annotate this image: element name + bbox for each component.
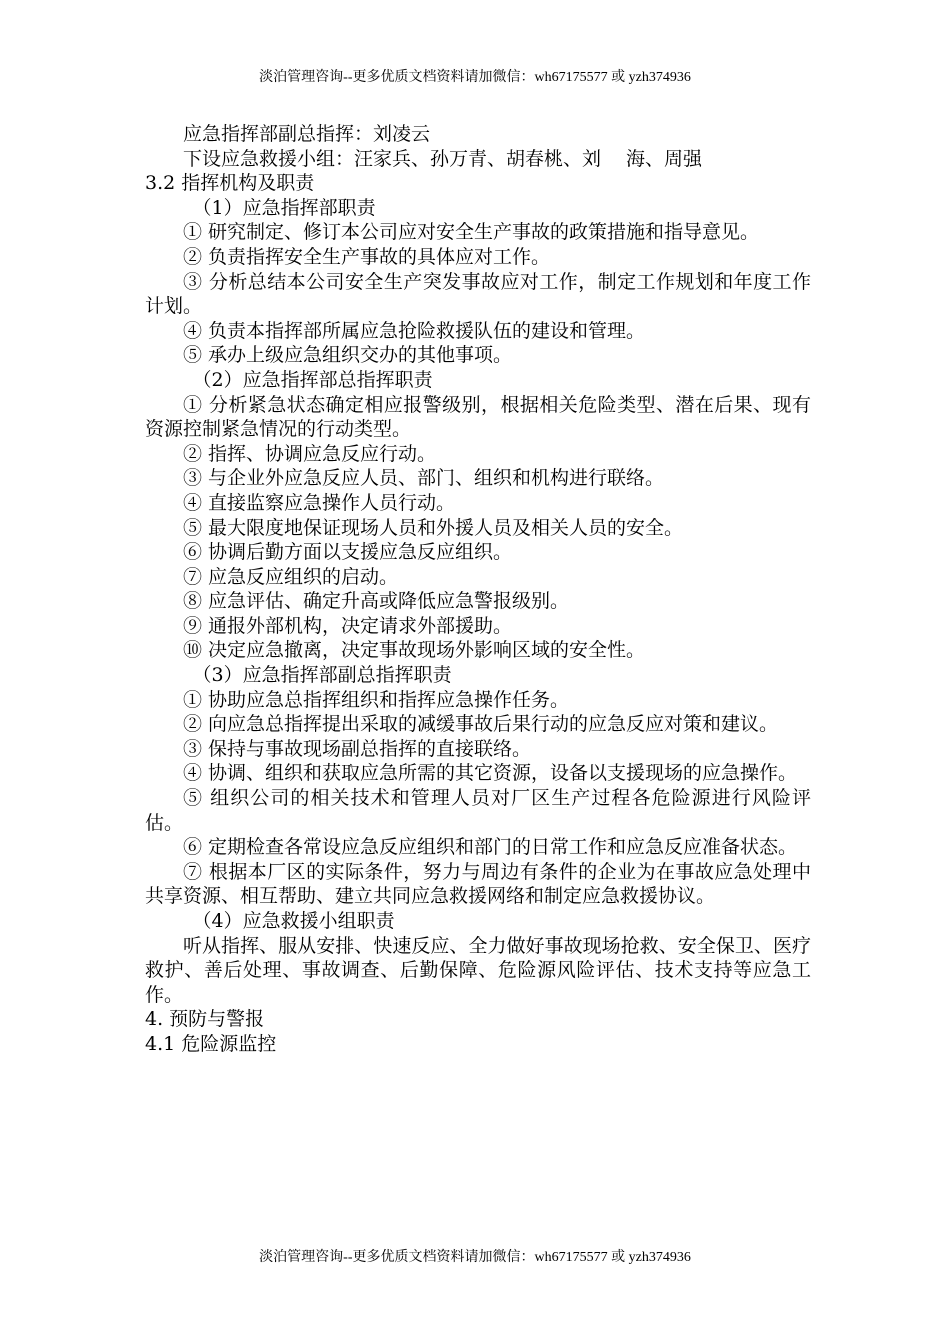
paragraph: （4）应急救援小组职责 <box>192 910 395 932</box>
paragraph: ⑦ 根据本厂区的实际条件，努力与周边有条件的企业为在事故应急处理中共享资源、相互帮助、建立共同应急救援网络和制定应急救援协议。 <box>145 860 811 908</box>
paragraph: ② 指挥、协调应急反应行动。 <box>183 442 437 465</box>
paragraph: 听从指挥、服从安排、快速反应、全力做好事故现场抢救、安全保卫、医疗救护、善后处理、事故调查、后勤保障、危险源风险评估、技术支持等应急工作。 <box>145 934 811 1006</box>
paragraph: ③ 保持与事故现场副总指挥的直接联络。 <box>183 737 532 760</box>
document-body <box>145 122 811 1057</box>
paragraph: ⑥ 定期检查各常设应急反应组织和部门的日常工作和应急反应准备状态。 <box>183 836 798 859</box>
paragraph: 下设应急救援小组：汪家兵、孙万青、胡春桃、刘 海、周强 <box>183 147 703 170</box>
page-header: 淡泊管理咨询--更多优质文档资料请加微信：wh67175577 或 yzh374936 <box>259 70 691 85</box>
paragraph: ① 分析紧急状态确定相应报警级别，根据相关危险类型、潜在后果、现有资源控制紧急情况的行动类型。 <box>145 393 811 441</box>
paragraph: （3）应急指挥部副总指挥职责 <box>192 664 452 687</box>
paragraph: 4. 预防与警报 <box>145 1008 265 1031</box>
paragraph: ① 研究制定、修订本公司应对安全生产事故的政策措施和指导意见。 <box>183 221 760 244</box>
paragraph: 4.1 危险源监控 <box>145 1032 277 1055</box>
paragraph: 3.2 指挥机构及职责 <box>145 172 315 195</box>
paragraph: ⑤ 承办上级应急组织交办的其他事项。 <box>183 344 513 367</box>
paragraph: 应急指挥部副总指挥：刘凌云 <box>183 123 431 145</box>
paragraph: ⑨ 通报外部机构，决定请求外部援助。 <box>183 614 513 637</box>
paragraph: ① 协助应急总指挥组织和指挥应急操作任务。 <box>183 688 570 711</box>
paragraph: ② 向应急总指挥提出采取的减缓事故后果行动的应急反应对策和建议。 <box>183 713 779 736</box>
paragraph: ④ 协调、组织和获取应急所需的其它资源，设备以支援现场的应急操作。 <box>183 762 798 785</box>
paragraph: ④ 直接监察应急操作人员行动。 <box>183 491 456 514</box>
paragraph: ③ 分析总结本公司安全生产突发事故应对工作，制定工作规划和年度工作计划。 <box>145 270 811 318</box>
page-footer: 淡泊管理咨询--更多优质文档资料请加微信：wh67175577 或 yzh374936 <box>259 1250 691 1265</box>
paragraph: ⑤ 组织公司的相关技术和管理人员对厂区生产过程各危险源进行风险评估。 <box>145 787 811 834</box>
paragraph: ④ 负责本指挥部所属应急抢险救援队伍的建设和管理。 <box>183 319 646 342</box>
paragraph: （1）应急指挥部职责 <box>192 196 376 219</box>
paragraph: ⑤ 最大限度地保证现场人员和外援人员及相关人员的安全。 <box>183 516 684 539</box>
paragraph: ③ 与企业外应急反应人员、部门、组织和机构进行联络。 <box>183 467 665 490</box>
paragraph: ② 负责指挥安全生产事故的具体应对工作。 <box>183 245 551 268</box>
paragraph: ⑥ 协调后勤方面以支援应急反应组织。 <box>183 541 513 564</box>
paragraph: ⑩ 决定应急撤离，决定事故现场外影响区域的安全性。 <box>183 639 646 662</box>
paragraph: ⑦ 应急反应组织的启动。 <box>183 565 399 588</box>
paragraph: ⑧ 应急评估、确定升高或降低应急警报级别。 <box>183 590 570 613</box>
paragraph: （2）应急指挥部总指挥职责 <box>192 368 433 391</box>
